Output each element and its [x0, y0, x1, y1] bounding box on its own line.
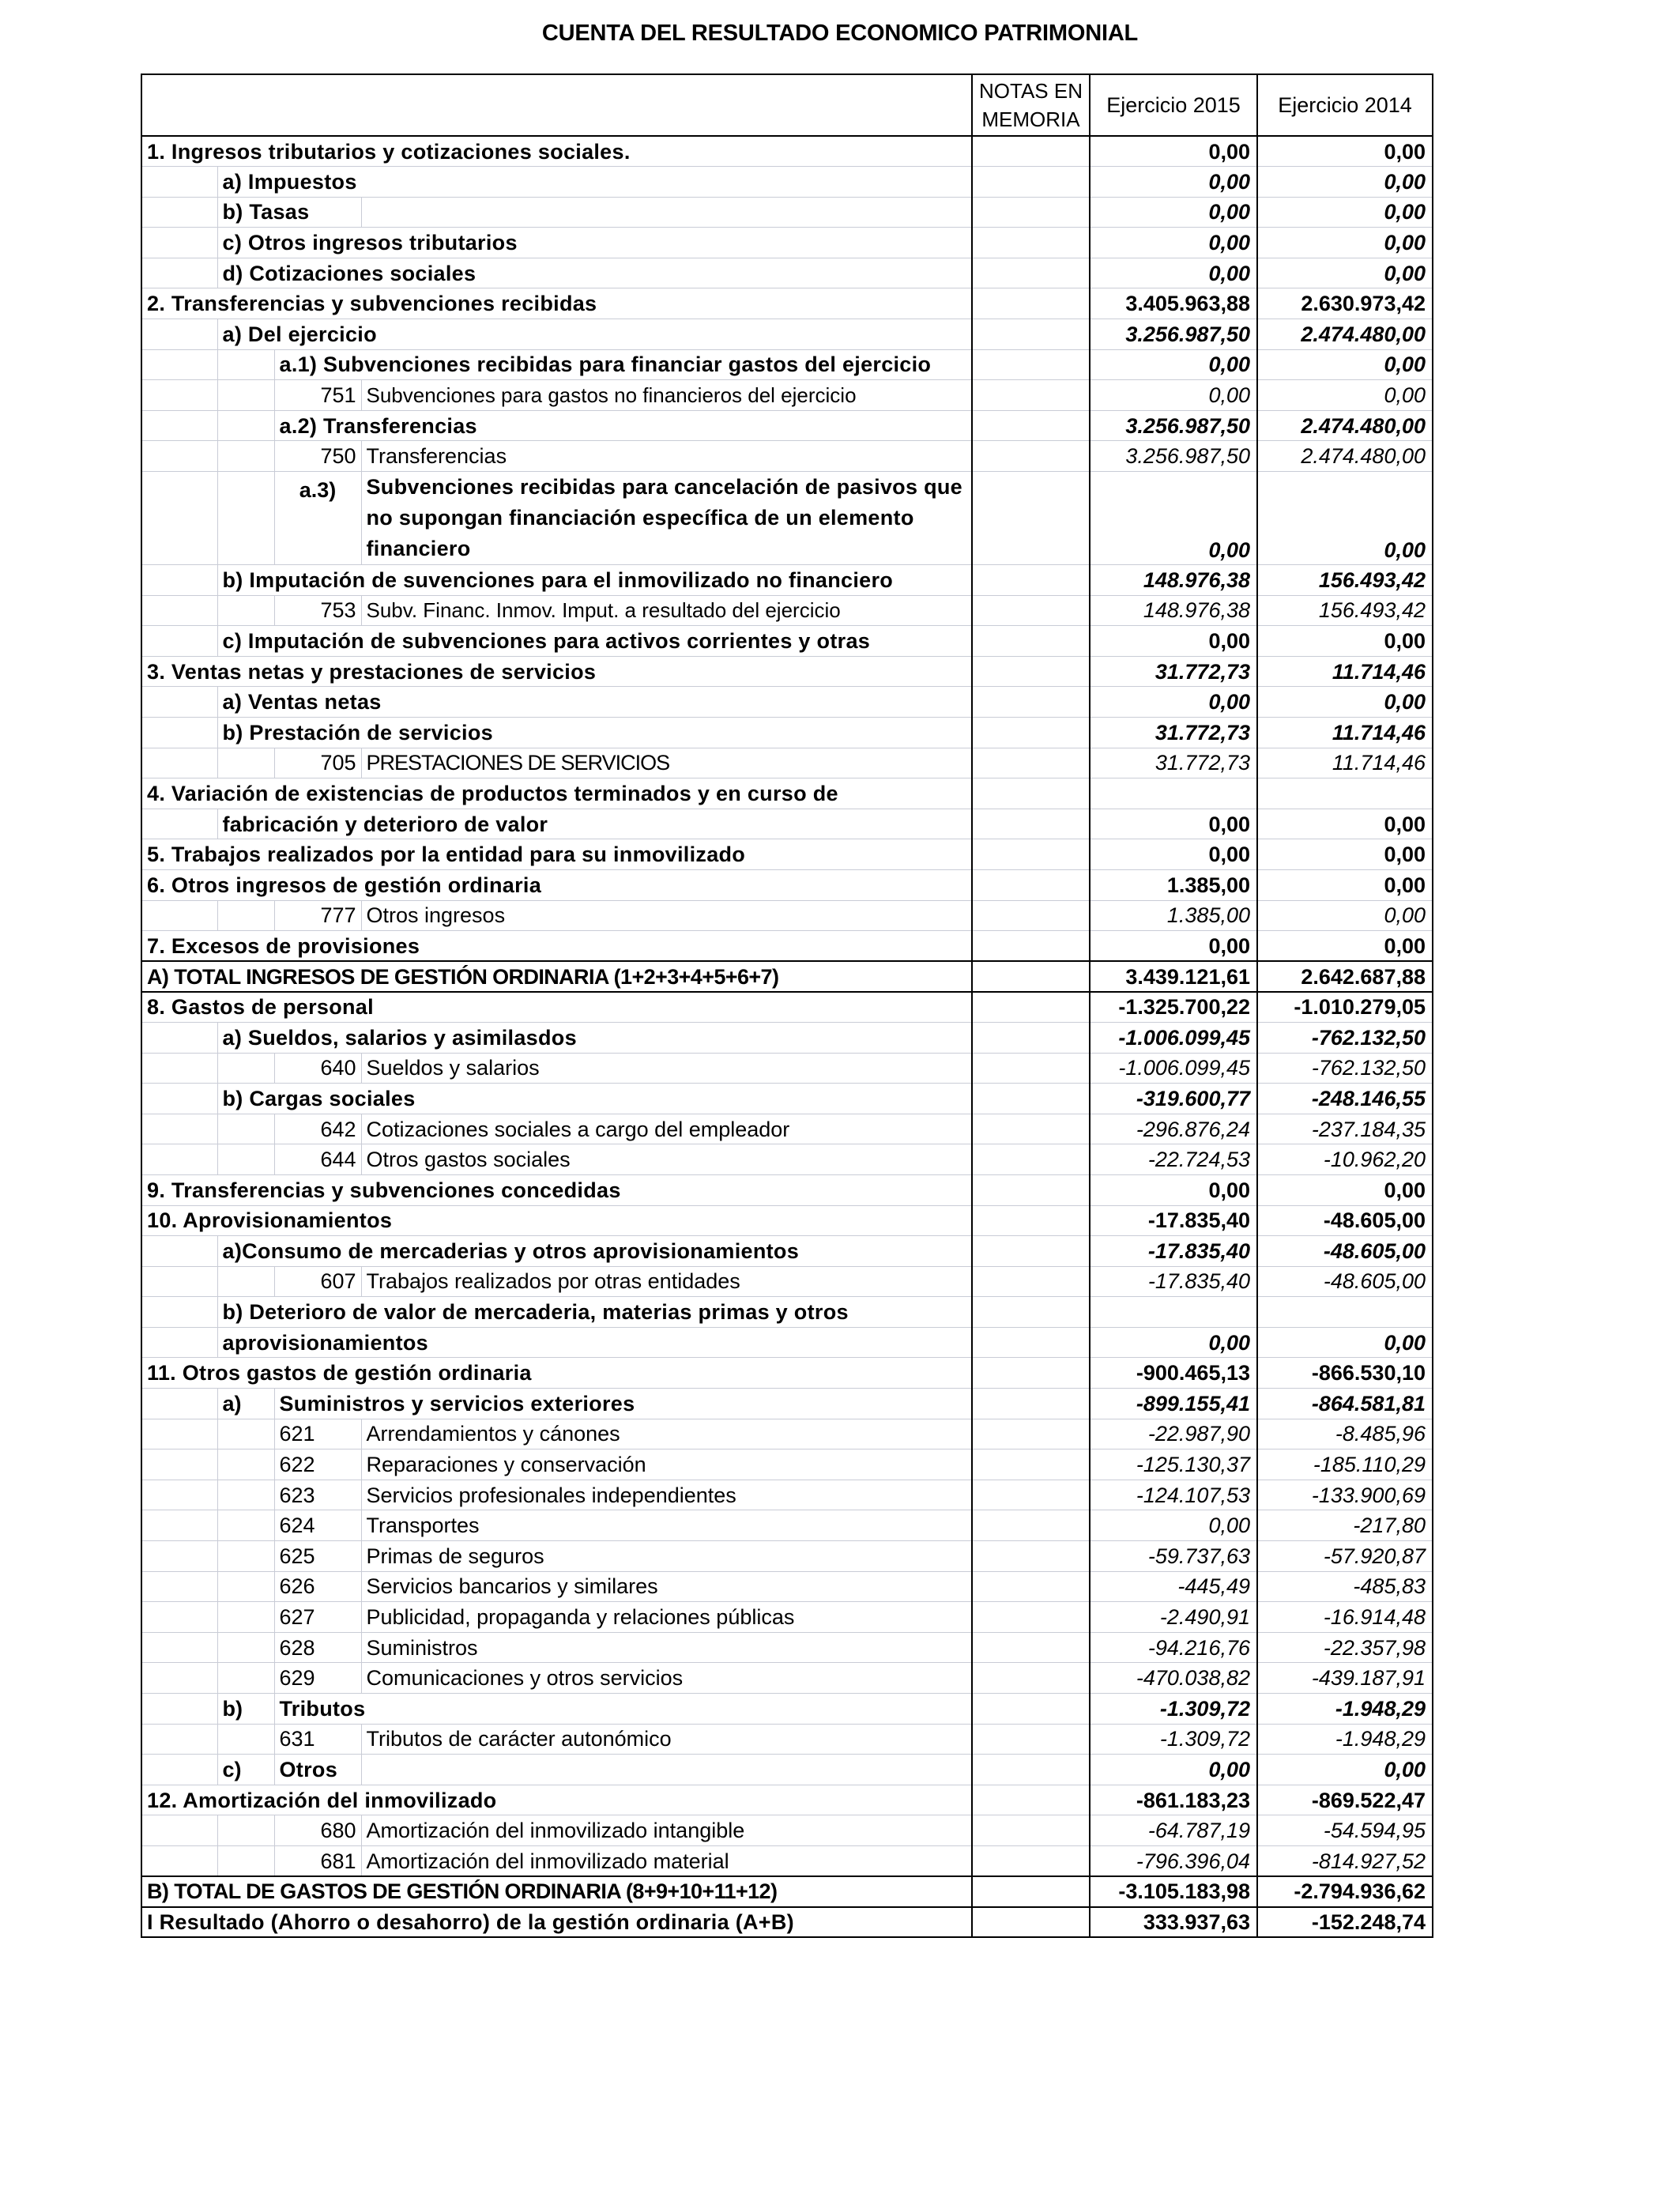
table-row: fabricación y deterioro de valor 0,00 0,00: [141, 809, 1433, 839]
table-row: a.1) Subvenciones recibidas para financiar gastos del ejercicio 0,00 0,00: [141, 349, 1433, 380]
table-row: a)Consumo de mercaderias y otros aprovisionamientos -17.835,40 -48.605,00: [141, 1236, 1433, 1267]
table-row: b) Imputación de suvenciones para el inmovilizado no financiero 148.976,38 156.493,42: [141, 565, 1433, 596]
table-row: 8. Gastos de personal -1.325.700,22 -1.010.279,05: [141, 992, 1433, 1023]
table-row: 5. Trabajos realizados por la entidad para su inmovilizado 0,00 0,00: [141, 839, 1433, 870]
notas-header: NOTAS EN MEMORIA: [972, 74, 1090, 136]
table-row: a) Impuestos 0,00 0,00: [141, 167, 1433, 198]
table-row: 751 Subvenciones para gastos no financieros del ejercicio 0,00 0,00: [141, 380, 1433, 411]
table-row: a.2) Transferencias 3.256.987,50 2.474.480,00: [141, 410, 1433, 441]
table-row: 2. Transferencias y subvenciones recibidas 3.405.963,88 2.630.973,42: [141, 288, 1433, 319]
total-ingresos-row: A) TOTAL INGRESOS DE GESTIÓN ORDINARIA (1+2+3+4+5+6+7) 3.439.121,61 2.642.687,88: [141, 961, 1433, 992]
table-row: 621 Arrendamientos y cánones -22.987,90 -8.485,96: [141, 1419, 1433, 1449]
table-row: c) Imputación de subvenciones para activos corrientes y otras 0,00 0,00: [141, 626, 1433, 657]
table-row: 4. Variación de existencias de productos terminados y en curso de: [141, 778, 1433, 809]
table-row: 627 Publicidad, propaganda y relaciones públicas -2.490,91 -16.914,48: [141, 1602, 1433, 1633]
page-title: CUENTA DEL RESULTADO ECONOMICO PATRIMONIAL: [541, 21, 1139, 46]
table-row: aprovisionamientos 0,00 0,00: [141, 1327, 1433, 1358]
table-row: b) Tasas 0,00 0,00: [141, 197, 1433, 228]
table-row: a) Del ejercicio 3.256.987,50 2.474.480,00: [141, 319, 1433, 350]
table-row: 12. Amortización del inmovilizado -861.183,23 -869.522,47: [141, 1785, 1433, 1815]
table-row: b) Prestación de servicios 31.772,73 11.714,46: [141, 718, 1433, 748]
table-row: 629 Comunicaciones y otros servicios -470.038,82 -439.187,91: [141, 1663, 1433, 1694]
ejercicio-2015-header: Ejercicio 2015: [1090, 74, 1257, 136]
table-row: 625 Primas de seguros -59.737,63 -57.920,87: [141, 1541, 1433, 1572]
table-row: 753 Subv. Financ. Inmov. Imput. a resultado del ejercicio 148.976,38 156.493,42: [141, 595, 1433, 626]
table-row: d) Cotizaciones sociales 0,00 0,00: [141, 258, 1433, 288]
table-row: b) Deterioro de valor de mercaderia, materias primas y otros: [141, 1297, 1433, 1328]
table-row: 9. Transferencias y subvenciones concedidas 0,00 0,00: [141, 1174, 1433, 1205]
table-row: 622 Reparaciones y conservación -125.130,37 -185.110,29: [141, 1449, 1433, 1480]
table-row: 750 Transferencias 3.256.987,50 2.474.480,00: [141, 441, 1433, 472]
table-row: c) Otros 0,00 0,00: [141, 1755, 1433, 1785]
table-row: b) Tributos -1.309,72 -1.948,29: [141, 1694, 1433, 1725]
table-row: 607 Trabajos realizados por otras entidades -17.835,40 -48.605,00: [141, 1266, 1433, 1297]
table-row: a.3) Subvenciones recibidas para cancelación de pasivos que no supongan financiación específica de un elemento financiero 0,00 0,00: [141, 472, 1433, 565]
table-row: a) Ventas netas 0,00 0,00: [141, 687, 1433, 718]
ejercicio-2014-header: Ejercicio 2014: [1257, 74, 1433, 136]
total-gastos-row: B) TOTAL DE GASTOS DE GESTIÓN ORDINARIA (8+9+10+11+12) -3.105.183,98 -2.794.936,62: [141, 1876, 1433, 1907]
resultado-gestion-row: I Resultado (Ahorro o desahorro) de la gestión ordinaria (A+B) 333.937,63 -152.248,74: [141, 1907, 1433, 1938]
table-row: b) Cargas sociales -319.600,77 -248.146,55: [141, 1084, 1433, 1114]
table-row: 644 Otros gastos sociales -22.724,53 -10.962,20: [141, 1144, 1433, 1175]
table-header: [141, 74, 1433, 136]
table-row: 1. Ingresos tributarios y cotizaciones sociales. 0,00 0,00: [141, 136, 1433, 167]
table-row: 3. Ventas netas y prestaciones de servicios 31.772,73 11.714,46: [141, 656, 1433, 687]
table-row: 628 Suministros -94.216,76 -22.357,98: [141, 1632, 1433, 1663]
table-row: c) Otros ingresos tributarios 0,00 0,00: [141, 228, 1433, 258]
table-row: 640 Sueldos y salarios -1.006.099,45 -762.132,50: [141, 1053, 1433, 1084]
result-table: [141, 74, 1433, 1938]
table-row: 631 Tributos de carácter autonómico -1.309,72 -1.948,29: [141, 1724, 1433, 1755]
table-row: 680 Amortización del inmovilizado intangible -64.787,19 -54.594,95: [141, 1815, 1433, 1846]
table-row: a) Suministros y servicios exteriores -899.155,41 -864.581,81: [141, 1389, 1433, 1419]
table-row: 642 Cotizaciones sociales a cargo del empleador -296.876,24 -237.184,35: [141, 1114, 1433, 1144]
table-row: 624 Transportes 0,00 -217,80: [141, 1510, 1433, 1541]
table-row: 705 PRESTACIONES DE SERVICIOS 31.772,73 11.714,46: [141, 748, 1433, 778]
table-row: 626 Servicios bancarios y similares -445,49 -485,83: [141, 1571, 1433, 1602]
table-row: 623 Servicios profesionales independientes -124.107,53 -133.900,69: [141, 1480, 1433, 1510]
table-row: 10. Aprovisionamientos -17.835,40 -48.605,00: [141, 1205, 1433, 1236]
table-row: 681 Amortización del inmovilizado material -796.396,04 -814.927,52: [141, 1845, 1433, 1876]
table-row: 6. Otros ingresos de gestión ordinaria 1.385,00 0,00: [141, 869, 1433, 900]
table-row: 777 Otros ingresos 1.385,00 0,00: [141, 900, 1433, 931]
table-row: 11. Otros gastos de gestión ordinaria -900.465,13 -866.530,10: [141, 1358, 1433, 1389]
table-row: 7. Excesos de provisiones 0,00 0,00: [141, 931, 1433, 962]
table-row: a) Sueldos, salarios y asimilasdos -1.006.099,45 -762.132,50: [141, 1022, 1433, 1053]
